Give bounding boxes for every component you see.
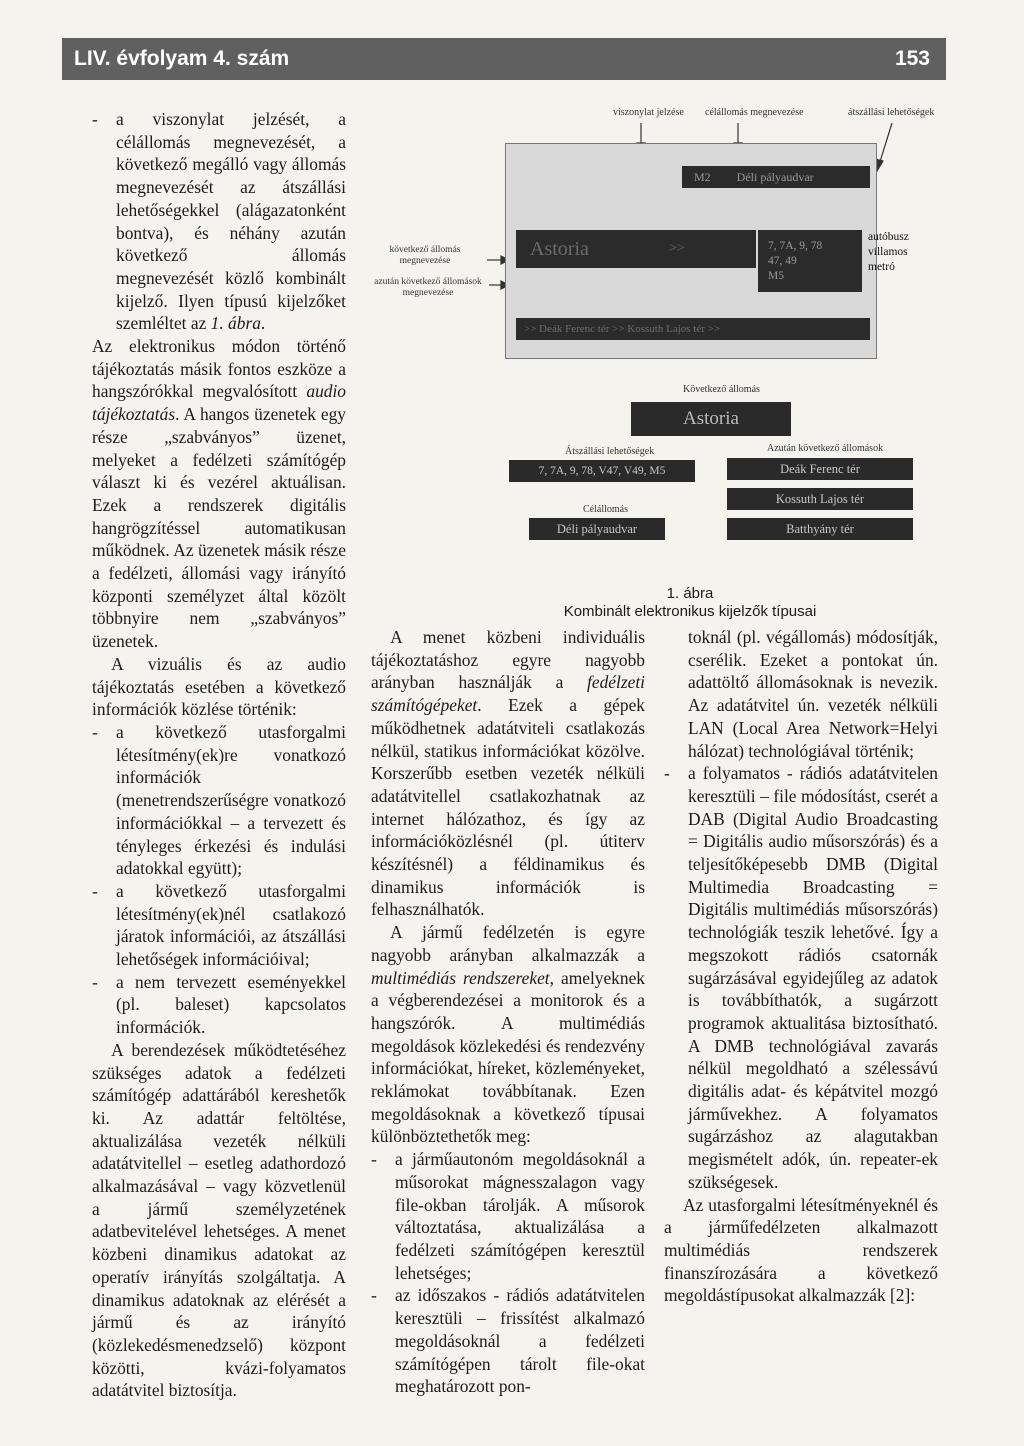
transfer-lines-display: 7, 7A, 9, 78 47, 49 M5 bbox=[758, 230, 862, 292]
label-destination: célállomás megnevezése bbox=[705, 107, 804, 118]
next-station-bar: Astoria bbox=[631, 402, 791, 436]
label-transfer: átszállási lehetőségek bbox=[848, 107, 935, 118]
list-item: - a következő utasforgalmi létesítmény(ek)nél csatlakozó járatok információi, az átszállási lehetőségek információival; bbox=[92, 880, 346, 970]
destination-bar: Déli pályaudvar bbox=[529, 518, 665, 540]
figure-1 bbox=[365, 95, 955, 620]
after-station-bar: Kossuth Lajos tér bbox=[727, 488, 913, 510]
transfer-lines-bar: 7, 7A, 9, 78, V47, V49, M5 bbox=[509, 460, 695, 482]
paragraph: A jármű fedélzetén is egyre nagyobb arányban alkalmazzák a multimédiás rendszereket, amelyeknek a végberendezései a monitorok és a hangszórók. A multimédiás megoldások közlekedési és rendezvény információkat, híreket, közleményeket, reklámokat továbbítanak. Ezen megoldásoknak a következő típusai különböztethetők meg: bbox=[371, 922, 645, 1147]
text-column-3 bbox=[664, 626, 938, 1307]
text-column-2 bbox=[371, 626, 645, 1398]
paragraph: Az elektronikus módon történő tájékoztatás másik fontos eszköze a hangszórókkal megvalósított audio tájékoztatás. A hangos üzenetek egy része „szabványos” üzenet, melyeket a fedélzeti számítógép választ ki és vezérel aktuálisan. Ezek a rendszerek digitális hangrögzítéssel automatikusan működnek. Az üzenetek másik része a fedélzeti, állomási vagy irányító központi személyzet által közölt többnyire nem „szabványos” üzenetek. bbox=[92, 336, 346, 652]
display-panel-2: Következő állomás Astoria Átszállási lehetőségek 7, 7A, 9, 78, V47, V49, M5 Célállomás Déli pályaudvar Azután következő állomások Deák Ferenc tér Kossuth Lajos tér Batthyány tér bbox=[505, 378, 915, 548]
journal-issue: LIV. évfolyam 4. szám bbox=[74, 47, 290, 70]
next-station-display: Astoria >> bbox=[516, 230, 756, 268]
list-item: - a járműautonóm megoldásoknál a műsorokat mágnesszalagon vagy file-okban tárolják. A műsorok változtatása, aktualizálása a fedélzeti számítógépen keresztül lehetséges; bbox=[371, 1149, 645, 1283]
figure-caption bbox=[485, 585, 895, 621]
line-display: M2 Déli pályaudvar bbox=[682, 166, 870, 188]
text-column-1 bbox=[92, 108, 346, 1402]
page-number: 153 bbox=[894, 47, 930, 70]
list-item: - a viszonylat jelzését, a célállomás megnevezését, a következő megálló vagy állomás megnevezését az átszállási lehetőségekkel (alágazatonként bontva), és néhány azután következő állomás megnevezését közlő kombinált kijelző. Ilyen típusú kijelzőket szemléltet az 1. ábra. bbox=[92, 109, 346, 334]
paragraph: A berendezések működtetéséhez szükséges adatok a fedélzeti számítógép adattárából kereshetők ki. Az adattár feltöltése, aktualizálása vezeték nélküli adatátvitellel – esetleg adathordozó alkalmazásával – vagy közvetlenül a jármű személyzetének adatbevitelével lehetséges. A menet közbeni dinamikus adatokat az operatív irányítás szolgáltatja. A dinamikus adatoknak az elérését a jármű és az irányító (közlekedésmenedzselő) központ közötti, kvázi-folyamatos adatátvitel biztosítja. bbox=[92, 1039, 346, 1401]
list-item: - az időszakos - rádiós adatátvitelen keresztüli – frissítést alkalmazó megoldásoknál a fedélzeti számítógépen tárolt file-okat meghatározott pon- bbox=[371, 1285, 645, 1397]
paragraph: Az utasforgalmi létesítményeknél és a járműfedélzeten alkalmazott multimédiás rendszerek finanszírozására a következő megoldástípusokat alkalmazzák [2]: bbox=[664, 1194, 938, 1306]
label-next-station: következő állomás megnevezése bbox=[389, 245, 461, 266]
paragraph: toknál (pl. végállomás) módosítják, cserélik. Ezeket a pontokat ún. adattöltő állomásoknak is nevezik. Az adatátvitel ún. vezeték nélküli LAN (Local Area Network=Helyi hálózat) technológiával történik; bbox=[688, 627, 938, 761]
list-item: - a következő utasforgalmi létesítmény(ek)re vonatkozó információk (menetrendszerűségre vonatkozó információkkal – a tervezett és tényleges érkezési és indulási adatokkal együtt); bbox=[92, 721, 346, 879]
paragraph: A vizuális és az audio tájékoztatás esetében a következő információk közlése történik: bbox=[92, 653, 346, 720]
list-item: - a folyamatos - rádiós adatátvitelen keresztüli – file módosítást, cserét a DAB (Digital Audio Broadcasting = Digitális audio műsorszórás) és a teljesítőképesebb DMB (Digital Multimedia Broadcasting = Digitális multimédiás műsorszórás) technológiák teszik lehetővé. Így a megszokott rádiós csatornák sugárzásával egyidejűleg az adatok is továbbíthatók, a sugárzott programok aktualitása biztosítható. A DMB technológiával zavarás nélkül megoldható a szélessávú digitális adat- és képátvitel mozgó járművekhez. A folyamatos sugárzáshoz az alagutakban megismételt adók, ún. repeater-ek szükségesek. bbox=[664, 763, 938, 1192]
scrolling-stations-display: >> Deák Ferenc tér >> Kossuth Lajos tér >> bbox=[516, 318, 870, 340]
transfer-modes: autóbusz villamos metró bbox=[868, 231, 909, 273]
after-station-bar: Deák Ferenc tér bbox=[727, 458, 913, 480]
label-line: viszonylat jelzése bbox=[613, 107, 684, 118]
display-panel-1 bbox=[505, 143, 909, 359]
figure-title: Kombinált elektronikus kijelzők típusai bbox=[563, 603, 817, 620]
figure-reference: 1. ábra bbox=[210, 313, 261, 334]
list-item: - a nem tervezett eseményekkel (pl. baleset) kapcsolatos információk. bbox=[92, 971, 346, 1038]
page-header bbox=[62, 38, 946, 80]
after-station-bar: Batthyány tér bbox=[727, 518, 913, 540]
label-after-stations: azután következő állomások megnevezése bbox=[374, 277, 482, 298]
figure-number: 1. ábra bbox=[666, 585, 714, 602]
paragraph: A menet közbeni individuális tájékoztatáshoz egyre nagyobb arányban használják a fedélzeti számítógépeket. Ezek a gépek működhetnek adatátviteli csatlakozás nélkül, statikus információkat közölve. Korszerűbb esetben vezeték nélküli adatátvitellel csatlakozhatnak az internet hálózathoz, és így az információközlésnél (pl. útiterv készítésnél) a féldinamikus és dinamikus információk is felhasználhatók. bbox=[371, 627, 645, 920]
